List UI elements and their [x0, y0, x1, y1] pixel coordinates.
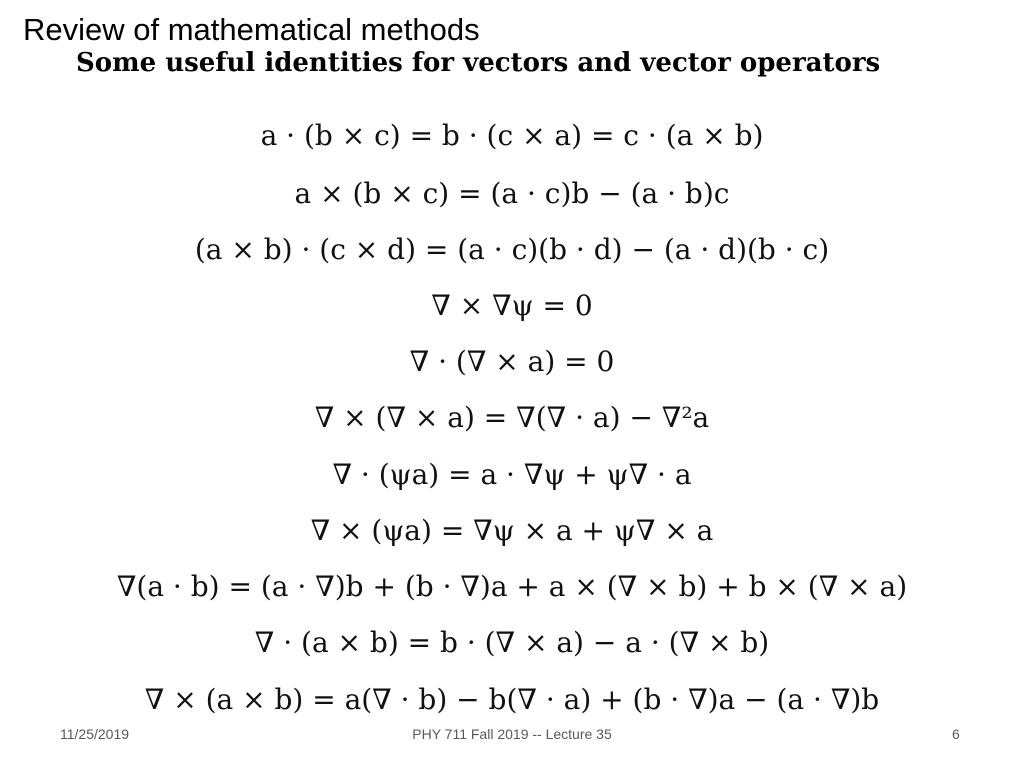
- equation-grad-dot: ∇(a · b) = (a · ∇)b + (b · ∇)a + a × (∇ × b) + b × (∇ × a): [116, 570, 908, 603]
- footer-page-number: 6: [952, 726, 960, 742]
- footer-date: 11/25/2019: [60, 726, 130, 742]
- footer-course: PHY 711 Fall 2019 -- Lecture 35: [412, 726, 612, 742]
- subtitle-text: Some useful identities for vectors and vector operators: [76, 48, 881, 78]
- equation-curl-curl: ∇ × (∇ × a) = ∇(∇ · a) − ∇²a: [314, 401, 710, 434]
- equation-curl-grad: ∇ × ∇ψ = 0: [431, 289, 593, 322]
- equation-curl-cross: ∇ × (a × b) = a(∇ · b) − b(∇ · a) + (b · ∇)a − (a · ∇)b: [144, 683, 880, 716]
- equation-div-cross: ∇ · (a × b) = b · (∇ × a) − a · (∇ × b): [254, 626, 770, 659]
- equation-div-scalar-vector: ∇ · (ψa) = a · ∇ψ + ψ∇ · a: [332, 458, 692, 491]
- equation-curl-scalar-vector: ∇ × (ψa) = ∇ψ × a + ψ∇ × a: [310, 514, 714, 547]
- equation-div-curl: ∇ · (∇ × a) = 0: [409, 345, 615, 378]
- equation-triple-product: a · (b × c) = b · (c × a) = c · (a × b): [260, 119, 764, 152]
- slide-title: Review of mathematical methods: [23, 12, 480, 47]
- equation-binet-cauchy: (a × b) · (c × d) = (a · c)(b · d) − (a · d)(b · c): [194, 233, 830, 266]
- equation-bac-cab: a × (b × c) = (a · c)b − (a · b)c: [294, 177, 730, 210]
